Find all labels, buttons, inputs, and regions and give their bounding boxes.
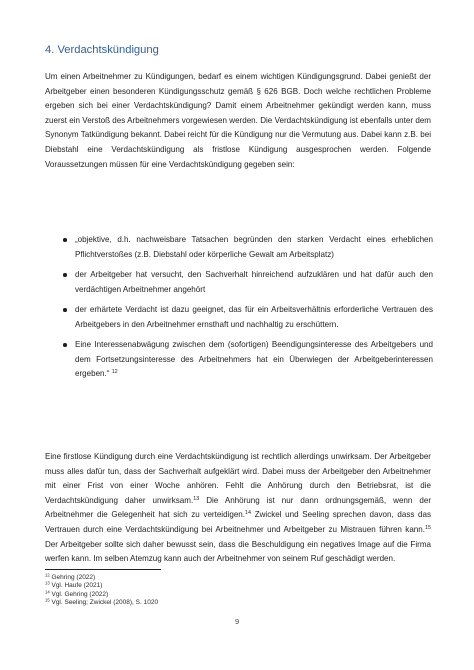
footnotes: [45, 574, 158, 607]
list-item: [45, 268, 433, 297]
footnote-number: 15: [45, 597, 50, 603]
list-item-text: „objektive, d.h. nachweisbare Tatsachen begründen den starken Verdacht eines erheblichen Pflichtverstoßes (z.B. Diebstahl oder körperliche Gewalt am Arbeitsplatz): [75, 235, 433, 259]
page-number: 9: [234, 617, 240, 626]
list-item: [45, 338, 433, 382]
footnote-ref[interactable]: 14: [245, 510, 252, 517]
requirements-list: [45, 233, 433, 388]
footnote-text: Gehring (2022): [49, 574, 96, 581]
paragraph-text: Zwickel und Seeling sprechen davon, dass das Vertrauen durch eine Verdachtskündigung bei Arbeitnehmer und Arbeitgeber zu Mistrauen führen kann.: [45, 510, 432, 534]
paragraph-text: Die Anhörung ist nur dann ordnungsgemäß, wenn der Arbeitnehmer die Gelegenheit hat sich zu verteidigen.: [45, 495, 431, 520]
section-heading: 4. Verdachtskündigung: [45, 44, 159, 56]
footnote-number: 12: [45, 572, 50, 578]
footnote-ref[interactable]: 13: [193, 495, 200, 502]
list-item-text: der Arbeitgeber hat versucht, den Sachverhalt hinreichend aufzuklären und hat dafür auch den verdächtigen Arbeitnehmer angehört: [75, 269, 433, 294]
footnote: [45, 599, 158, 607]
list-item-text: Eine Interessenabwägung zwischen dem (sofortigen) Beendigungsinteresse des Arbeitgebers und dem Fortsetzungsinteresse des Arbeitnehmers hat ein Überwiegen der Arbeitgeberinteressen ergeben.“: [75, 339, 433, 379]
footnote: [45, 582, 158, 590]
footnote-number: 13: [45, 581, 50, 586]
footnote-number: 14: [45, 589, 50, 595]
list-item-text: der erhärtete Verdacht ist dazu geeignet, das für ein Arbeitsverhältnis erforderliche Vertrauen des Arbeitgebers in den Arbeitnehmer ernsthaft und nachhaltig zu erschüttern.: [75, 304, 433, 329]
bullet-icon: [63, 343, 67, 347]
footnote-text: Vgl. Gehring (2022): [49, 590, 109, 598]
footnote-ref[interactable]: 12: [111, 368, 118, 375]
list-item: [45, 303, 433, 332]
body-paragraph: [45, 450, 431, 567]
paragraph-text: Der Arbeitgeber sollte sich daher bewusst sein, dass die Beschuldigung ein negatives Image auf die Firma werfen kann. Im selben Atemzug kann auch der Arbeitnehmer von seinem Ruf geschädigt werden.: [45, 539, 431, 564]
bullet-icon: [63, 308, 67, 312]
footnote-text: Vgl. Seeling; Zwickel (2008), S. 1020: [49, 598, 159, 606]
footnote-divider: [45, 569, 161, 570]
bullet-icon: [63, 238, 67, 242]
paragraph-text: Eine firstlose Kündigung durch eine Verdachtskündigung ist rechtlich allerdings unwirksam. Der Arbeitgeber muss alles dafür tun, dass der Sachverhalt aufgeklärt wird. Dabei muss der Arbeitgeber den Arbeitnehmer mit einer Frist von einer Woche anhören. Fehlt die Anhörung durch den Betriebsrat, ist die Verdachtskündigung daher unwirksam.: [45, 452, 431, 505]
footnote-ref[interactable]: 15: [425, 524, 431, 531]
intro-paragraph: Um einen Arbeitnehmer zu Kündigungen, bedarf es einem wichtigen Kündigungsgrund. Dabei genießt der Arbeitgeber einen besonderen Kündigungsschutz gemäß § 626 BGB. Doch welche rechtlichen Probleme ergeben sich bei einer Verdachtskündigung? Damit einem Arbeitnehmer gekündigt werden kann, muss zuerst ein Verstoß des Arbeitnehmers vorgewiesen werden. Die Verdachtskündigung ist ebenfalls unter dem Synonym Tatkündigung bekannt. Dabei reicht für die Kündigung nur die Vermutung aus. Dabei kann z.B. bei Diebstahl eine Verdachtskündigung als fristlose Kündigung ausgesprochen werden. Folgende Voraussetzungen müssen für eine Verdachtskündigung gegeben sein:: [45, 72, 431, 169]
bullet-icon: [63, 273, 67, 277]
footnote: [45, 591, 158, 599]
list-item: [45, 233, 433, 262]
footnote-text: Vgl. Haufe (2021): [49, 582, 103, 590]
